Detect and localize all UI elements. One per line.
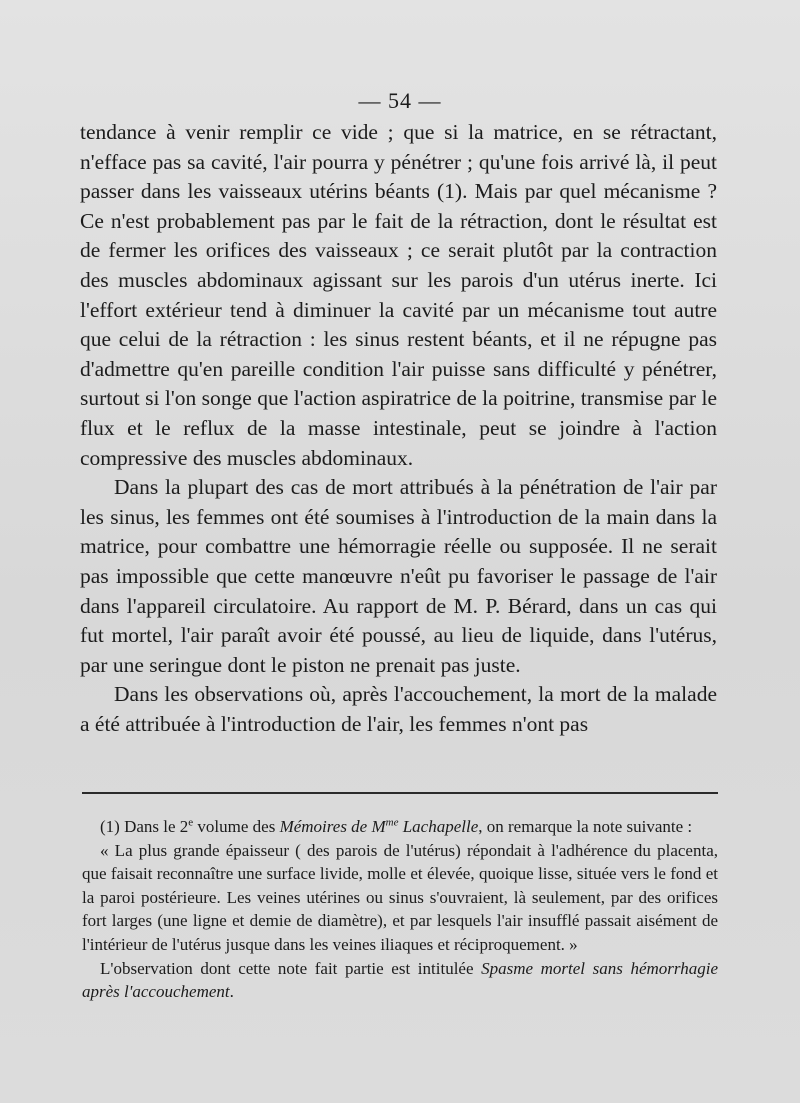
footnote <box>82 815 718 1004</box>
footnote-book-title: Mémoires de $M^{me}$ Lachapelle <box>279 816 479 836</box>
footnote-last-a: L'observation dont cette note fait partie est intitulée <box>100 958 482 978</box>
footnote-intro-sup: e <box>188 816 194 829</box>
footnote-intro-c: , on remarque la note suivante : <box>478 817 693 836</box>
footnote-intro-a: (1) Dans le 2 <box>100 817 189 836</box>
paragraph-1: tendance à venir remplir ce vide ; que si la matrice, en se rétractant, n'efface pas sa cavité, l'air pourra y pénétrer ; qu'une fois arrivé là, il peut passer dans les vaisseaux utérins béants (1). Mais par quel mécanisme ? Ce n'est probablement pas par le fait de la rétraction, dont le résultat est de fermer les orifices des vaisseaux ; ce serait plutôt par la contraction des muscles abdominaux agissant sur les parois d'un utérus inerte. Ici l'effort extérieur tend à diminuer la cavité par un mécanisme tout autre que celui de la rétraction : les sinus restent béants, et il ne répugne pas d'admettre qu'en pareille condition l'air puisse sans difficulté y pénétrer, surtout si l'on songe que l'action aspiratrice de la poitrine, transmise par le flux et le reflux de la masse intestinale, peut se joindre à l'action compressive des muscles abdominaux. <box>80 120 717 470</box>
footnote-last <box>82 957 718 1004</box>
page-number: — 54 — <box>358 88 442 113</box>
paragraph-3: Dans les observations où, après l'accouchement, la mort de la malade a été attribuée à l'introduction de l'air, les femmes n'ont pas <box>80 682 717 736</box>
footnote-last-b: . <box>229 982 234 1002</box>
observation-title: Spasme mortel sans hémorrhagie après l'accouchement <box>82 958 718 1002</box>
footnote-intro-b: volume des <box>193 817 280 836</box>
paragraph-2: Dans la plupart des cas de mort attribués à la pénétration de l'air par les sinus, les femmes ont été soumises à l'introduction de la main dans la matrice, pour combattre une hémorragie réelle ou supposée. Il ne serait pas impossible que cette manœuvre n'eût pu favoriser le passage de l'air dans l'appareil circulatoire. Au rapport de M. P. Bérard, dans un cas qui fut mortel, l'air paraît avoir été poussé, au lieu de liquide, dans l'utérus, par une seringue dont le piston ne prenait pas juste. <box>80 475 717 677</box>
footnote-intro <box>82 815 718 839</box>
footnote-quote: « La plus grande épaisseur ( des parois de l'utérus) répondait à l'adhérence du placenta, que faisait reconnaître une surface livide, molle et élevée, quoique lisse, située vers le fond et la paroi postérieure. Les veines utérines ou sinus s'ouvraient, là seulement, par des orifices fort larges (une ligne et demie de diamètre), et par lesquels l'air insufflé passait aisément de l'intérieur de l'utérus jusque dans les veines iliaques et réciproquement. » <box>82 840 718 954</box>
body-text <box>80 118 717 739</box>
footnote-divider <box>82 792 718 794</box>
